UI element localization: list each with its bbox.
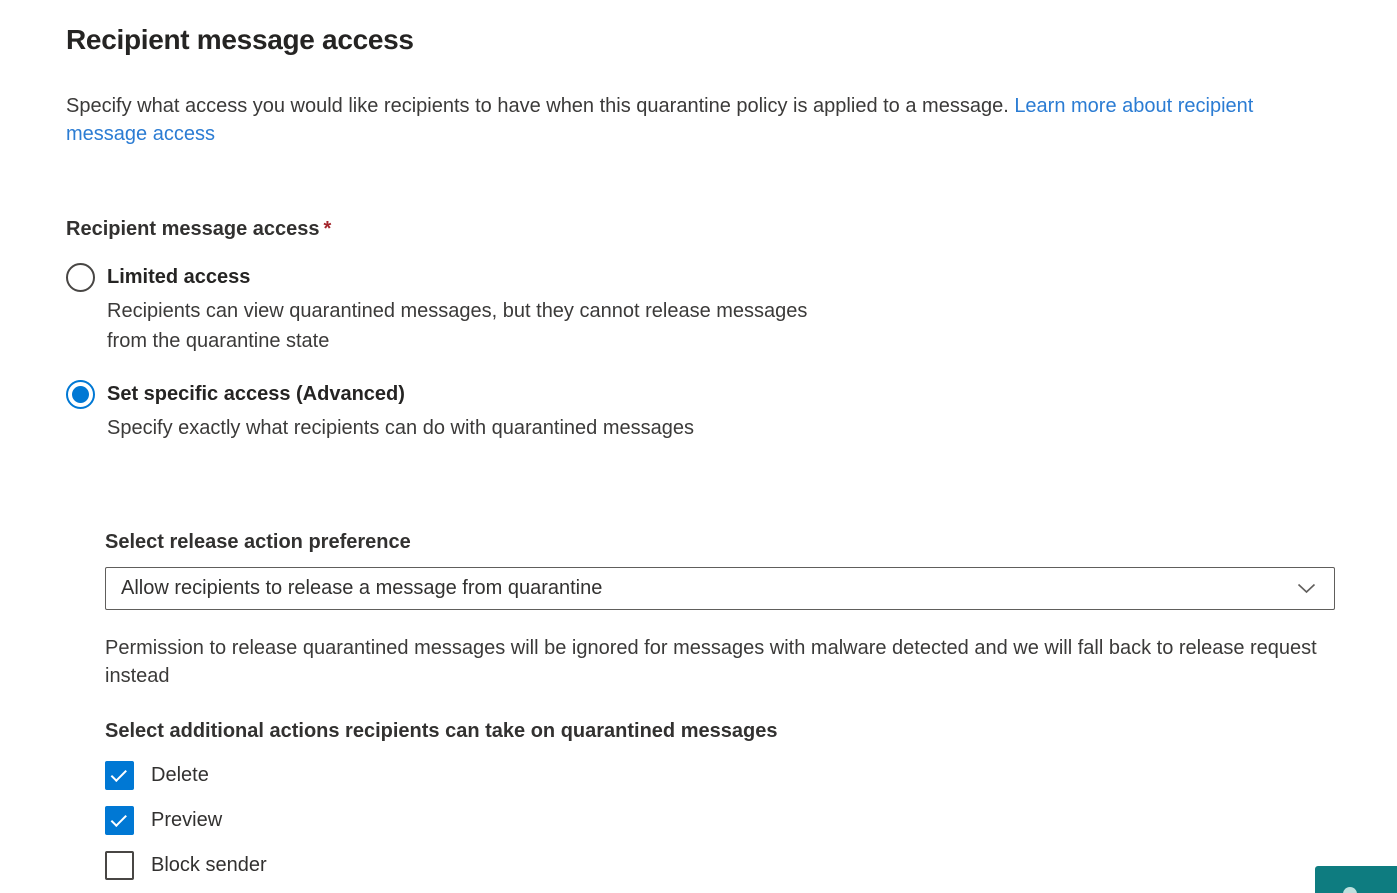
radio-label-set-specific-access[interactable]: Set specific access (Advanced) [107, 383, 405, 405]
page-title: Recipient message access [66, 24, 414, 55]
feedback-smiley-icon [1343, 887, 1357, 893]
release-action-dropdown-value: Allow recipients to release a message from quarantine [121, 577, 603, 599]
checkbox-block-sender[interactable] [105, 851, 134, 880]
checkbox-label-delete[interactable]: Delete [151, 764, 209, 786]
checkbox-preview[interactable] [105, 806, 134, 835]
radio-option-text [107, 263, 852, 356]
access-field-label [66, 218, 1397, 241]
radio-description-limited-access: Recipients can view quarantined messages, but they cannot release messages from the quarantine state [107, 300, 808, 352]
radio-option-text [107, 380, 694, 443]
checkbox-delete[interactable] [105, 761, 134, 790]
required-asterisk: * [323, 218, 332, 240]
radio-button-set-specific-access[interactable] [66, 380, 95, 409]
radio-button-limited-access[interactable] [66, 263, 95, 292]
checkbox-label-preview[interactable]: Preview [151, 809, 223, 831]
checkbox-row-delete[interactable] [105, 761, 1397, 790]
release-permission-note: Permission to release quarantined messages will be ignored for messages with malware detected and we will fall back to release request instead [105, 637, 1317, 687]
radio-description-set-specific-access: Specify exactly what recipients can do with quarantined messages [107, 417, 694, 439]
checkbox-row-preview[interactable] [105, 806, 1397, 835]
radio-label-limited-access[interactable]: Limited access [107, 266, 251, 288]
intro-text: Specify what access you would like recipients to have when this quarantine policy is applied to a message. [66, 95, 1009, 117]
intro-paragraph [66, 92, 1336, 148]
release-action-dropdown[interactable] [105, 567, 1335, 610]
additional-actions-list [105, 761, 1397, 880]
additional-actions-label: Select additional actions recipients can take on quarantined messages [105, 720, 778, 742]
checkbox-label-block-sender[interactable]: Block sender [151, 854, 267, 876]
release-action-label: Select release action preference [105, 531, 411, 553]
checkbox-row-block-sender[interactable] [105, 851, 1397, 880]
chevron-down-icon [1297, 583, 1316, 594]
learn-more-link[interactable]: Learn more about recipient message access [66, 95, 1254, 145]
radio-option-set-specific-access[interactable] [66, 380, 1397, 443]
feedback-button[interactable] [1315, 866, 1397, 893]
advanced-access-section [105, 531, 1397, 880]
radio-option-limited-access[interactable] [66, 263, 1397, 356]
access-field-label-text: Recipient message access [66, 218, 320, 240]
